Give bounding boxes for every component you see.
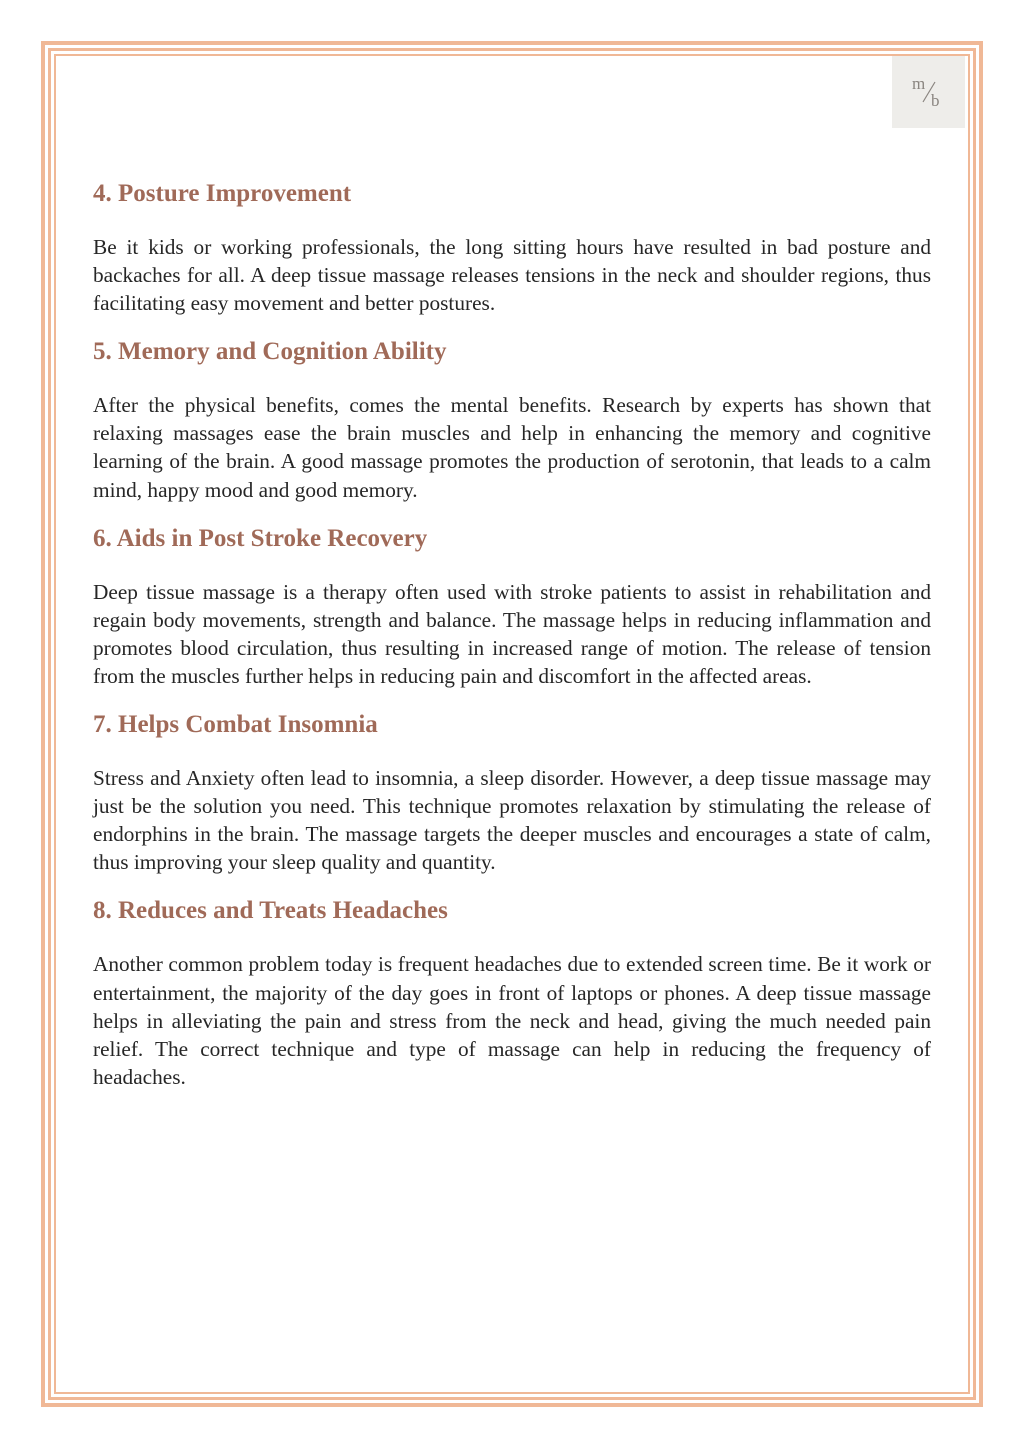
section-heading: 4. Posture Improvement: [93, 180, 352, 207]
section-combat-insomnia: [93, 707, 931, 876]
section-treats-headaches: [93, 893, 931, 1090]
section-body: Deep tissue massage is a therapy often used with stroke patients to assist in rehabilitation and regain body movements, strength and balance. The massage helps in reducing inflammation and promotes blood circulation, thus resulting in increased range of motion. The release of tension from the muscles further helps in reducing pain and discomfort in the affected areas.: [93, 579, 931, 688]
document-content: [93, 176, 931, 1108]
section-body: Be it kids or working professionals, the long sitting hours have resulted in bad posture and backaches for all. A deep tissue massage releases tensions in the neck and shoulder regions, thus facilitating easy movement and better postures.: [93, 235, 931, 316]
section-posture-improvement: [93, 176, 931, 317]
mb-monogram-logo-icon: [909, 72, 949, 112]
section-body: Stress and Anxiety often lead to insomnia, a sleep disorder. However, a deep tissue massage may just be the solution you need. This technique promotes relaxation by stimulating the release of endorphins in the brain. The massage targets the deeper muscles and encourages a state of calm, thus improving your sleep quality and quantity.: [93, 766, 931, 875]
section-heading: 5. Memory and Cognition Ability: [93, 338, 447, 366]
section-heading: 7. Helps Combat Insomnia: [93, 711, 378, 739]
section-body: After the physical benefits, comes the mental benefits. Research by experts has shown that relaxing massages ease the brain muscles and help in enhancing the memory and cognitive learning of the brain. A good massage promotes the production of serotonin, that leads to a calm mind, happy mood and good memory.: [93, 393, 931, 502]
section-body: Another common problem today is frequent headaches due to extended screen time. Be it work or entertainment, the majority of the day goes in front of laptops or phones. A deep tissue massage helps in alleviating the pain and stress from the neck and head, giving the much needed pain relief. The correct technique and type of massage can help in reducing the frequency of headaches.: [93, 952, 931, 1089]
section-memory-cognition: [93, 334, 931, 503]
svg-text:b: b: [930, 91, 939, 110]
section-heading: 8. Reduces and Treats Headaches: [93, 897, 448, 925]
section-heading: 6. Aids in Post Stroke Recovery: [93, 524, 428, 552]
svg-text:m: m: [911, 74, 925, 93]
section-post-stroke-recovery: [93, 521, 931, 690]
logo: [892, 56, 965, 128]
